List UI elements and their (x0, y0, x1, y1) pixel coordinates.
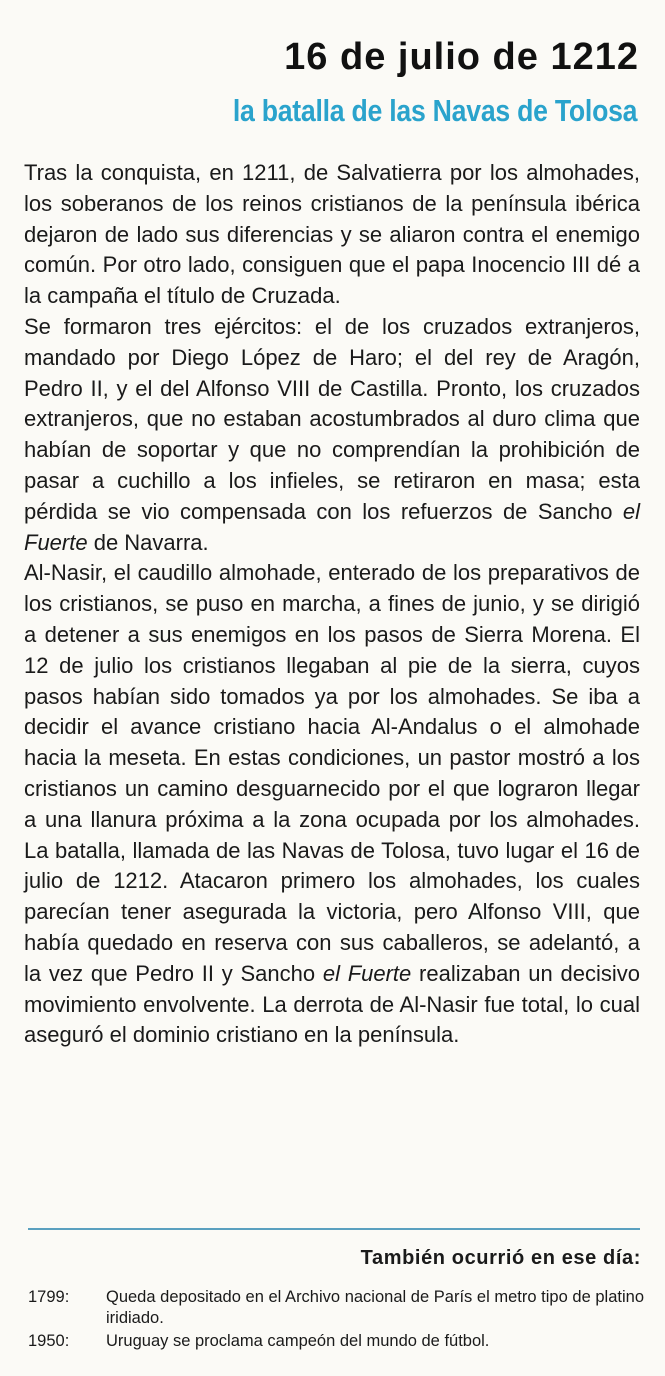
event-text: Uruguay se proclama campeón del mundo de fútbol. (106, 1332, 490, 1350)
article-body (24, 158, 640, 1051)
event-item (28, 1287, 644, 1329)
paragraph-1-text: Tras la conquista, en 1211, de Salvatierra por los almohades, los soberanos de los reinos cristianos de la península ibérica dejaron de lado sus diferencias y se aliaron contra el enemigo común. Por otro lado, consiguen que el papa Inocencio III dé a la campaña el título de Cruzada. (24, 160, 640, 309)
event-text: Queda depositado en el Archivo nacional de París el metro tipo de platino iridiado. (106, 1288, 644, 1327)
paragraph-3 (24, 558, 640, 1051)
paragraph-3-text-a: Al-Nasir, el caudillo almohade, enterado de los preparativos de los cristianos, se puso en marcha, a fines de junio, y se dirigió a detener a sus enemigos en los pasos de Sierra Morena. El 12 de julio los cristianos llegaban al pie de la sierra, cuyos pasos habían sido tomados ya por los almohades. Se iba a decidir el avance cristiano hacia Al-Andalus o el almohade hacia la meseta. En estas condiciones, un pastor mostró a los cristianos un camino desguarnecido por el que lograron llegar a una llanura próxima a la zona ocupada por los almohades. La batalla, llamada de las Navas de Tolosa, tuvo lugar el 16 de julio de 1212. Atacaron primero los almohades, los cuales parecían tener asegurada la victoria, pero Alfonso VIII, que había quedado en reserva con sus caballeros, se adelantó, a la vez que Pedro II y Sancho (24, 560, 640, 986)
section-divider (28, 1228, 640, 1230)
paragraph-2-text-a: Se formaron tres ejércitos: el de los cruzados extranjeros, mandado por Diego López de Haro; el del rey de Aragón, Pedro II, y el del Alfonso VIII de Castilla. Pronto, los cruzados extranjeros, que no estaban acostumbrados al duro clima que habían de soportar y que no comprendían la prohibición de pasar a cuchillo a los infieles, se retiraron en masa; esta pérdida se vio compensada con los refuerzos de Sancho (24, 313, 640, 524)
also-happened-title: También ocurrió en ese día: (360, 1247, 641, 1269)
paragraph-2-italic: el Fuerte (24, 498, 640, 555)
paragraph-1 (24, 158, 640, 312)
paragraph-2-text-b: de Navarra. (87, 529, 209, 555)
event-item (28, 1331, 644, 1352)
event-year: 1799: (28, 1288, 70, 1306)
events-list (28, 1287, 644, 1354)
article-subtitle: la batalla de las Navas de Tolosa (232, 93, 637, 128)
event-year: 1950: (28, 1332, 70, 1350)
paragraph-3-italic: el Fuerte (322, 960, 412, 986)
paragraph-3-text-b: realizaban un decisivo movimiento envolvente. La derrota de Al-Nasir fue total, lo cual aseguró el dominio cristiano en la península. (24, 960, 640, 1048)
paragraph-2 (24, 312, 640, 558)
date-title: 16 de julio de 1212 (284, 36, 639, 78)
